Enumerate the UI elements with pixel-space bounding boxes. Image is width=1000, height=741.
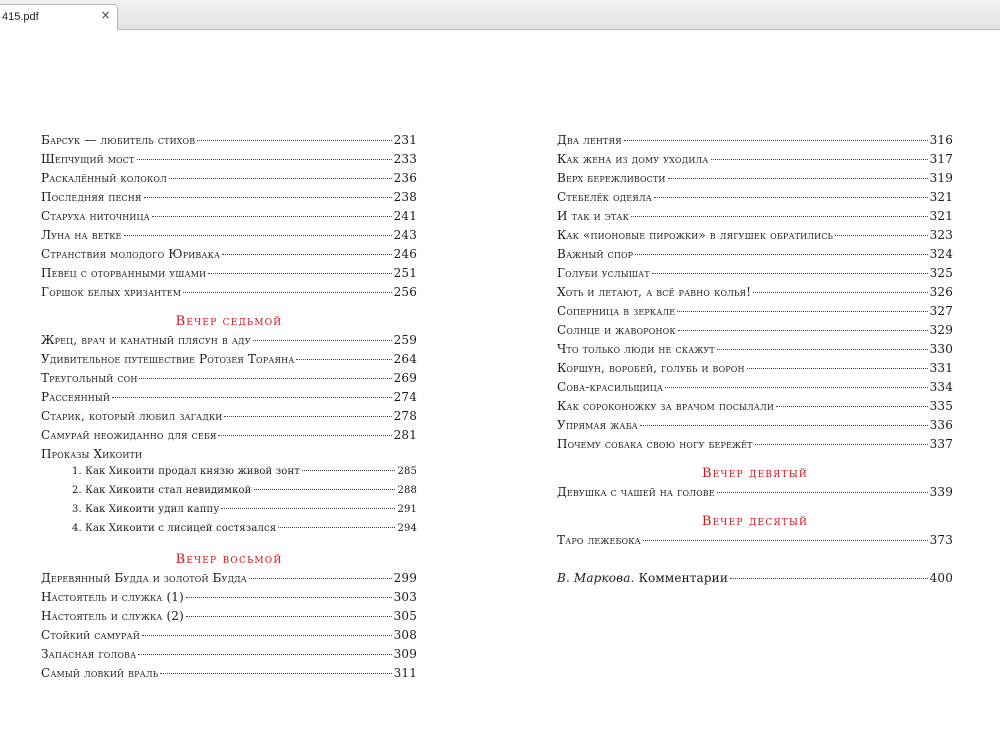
toc-entry-title: Удивительное путешествие Ротозея Тораяна xyxy=(41,352,295,366)
dot-leader xyxy=(665,387,928,388)
toc-entry-title: Как сороконожку за врачом посылали xyxy=(557,399,774,413)
toc-entry-title: Как жена из дому уходила xyxy=(557,152,709,166)
toc-group-title xyxy=(41,447,417,466)
toc-entry[interactable] xyxy=(557,247,953,266)
page-number: 236 xyxy=(393,171,417,185)
right-page-toc xyxy=(557,133,953,590)
dot-leader xyxy=(730,578,928,579)
page-number: 330 xyxy=(929,342,953,356)
page-number: 319 xyxy=(929,171,953,185)
page-number: 285 xyxy=(397,466,417,477)
close-icon[interactable]: × xyxy=(100,8,111,22)
toc-entry-title: Запасная голова xyxy=(41,647,137,661)
page-number: 303 xyxy=(393,590,417,604)
toc-entry-title: Таро лежебока xyxy=(557,533,641,547)
toc-entry[interactable] xyxy=(41,371,417,390)
toc-entry-title: И так и этак xyxy=(557,209,629,223)
dot-leader xyxy=(296,359,391,360)
dot-leader xyxy=(776,406,928,407)
toc-entry[interactable] xyxy=(41,590,417,609)
page-number: 299 xyxy=(393,571,417,585)
spacer xyxy=(557,552,953,571)
toc-entry[interactable] xyxy=(557,380,953,399)
toc-entry[interactable] xyxy=(557,342,953,361)
dot-leader xyxy=(717,492,928,493)
dot-leader xyxy=(186,597,392,598)
dot-leader xyxy=(218,435,391,436)
toc-entry[interactable] xyxy=(557,418,953,437)
toc-entry[interactable] xyxy=(41,666,417,685)
toc-entry-title: Важный спор xyxy=(557,247,634,261)
toc-entry-title: Что только люди не скажут xyxy=(557,342,715,356)
dot-leader xyxy=(208,273,391,274)
dot-leader xyxy=(643,540,928,541)
dot-leader xyxy=(197,140,391,141)
section-heading-evening-7: Вечер седьмой xyxy=(175,314,283,329)
toc-entry[interactable] xyxy=(41,609,417,628)
toc-subentry[interactable] xyxy=(41,466,417,485)
toc-entry[interactable] xyxy=(557,266,953,285)
dot-leader xyxy=(152,216,392,217)
dot-leader xyxy=(186,616,392,617)
dot-leader xyxy=(249,578,392,579)
toc-entry-title: Последняя песня xyxy=(41,190,142,204)
commentary-author: В. Маркова. xyxy=(557,571,635,585)
dot-leader xyxy=(278,527,395,528)
page-number: 331 xyxy=(929,361,953,375)
dot-leader xyxy=(254,489,396,490)
toc-entry[interactable] xyxy=(41,209,417,228)
toc-entry[interactable] xyxy=(41,247,417,266)
page-number: 308 xyxy=(393,628,417,642)
dot-leader xyxy=(711,159,928,160)
toc-entry-title: Два лентяя xyxy=(557,133,622,147)
page-number: 326 xyxy=(929,285,953,299)
page-number: 336 xyxy=(929,418,953,432)
toc-entry[interactable] xyxy=(557,304,953,323)
section-heading-evening-10: Вечер десятый xyxy=(701,514,809,529)
dot-leader xyxy=(169,178,392,179)
toc-entry-title: Барсук — любитель стихов xyxy=(41,133,196,147)
toc-entry[interactable] xyxy=(41,285,417,304)
toc-entry[interactable] xyxy=(41,628,417,647)
toc-entry-commentary[interactable] xyxy=(557,571,953,590)
dot-leader xyxy=(624,140,928,141)
page-number: 337 xyxy=(929,437,953,451)
toc-entry-title: Настоятель и служка (2) xyxy=(41,609,184,623)
dot-leader xyxy=(717,349,928,350)
toc-entry[interactable] xyxy=(557,209,953,228)
toc-entry-title: Девушка с чашей на голове xyxy=(557,485,715,499)
tab-title: 415.pdf xyxy=(2,11,39,23)
toc-entry-title: Странствия молодого Юривака xyxy=(41,247,221,261)
toc-entry-title: Стебелёк одеяла xyxy=(557,190,652,204)
page-number: 291 xyxy=(397,504,417,515)
toc-entry[interactable] xyxy=(557,361,953,380)
toc-sublist xyxy=(41,466,417,542)
toc-entry-title: Жрец, врач и канатный плясун в аду xyxy=(41,333,251,347)
dot-leader xyxy=(112,397,392,398)
toc-entry-title: Соперница в зеркале xyxy=(557,304,676,318)
toc-entry-title: Голуби услышат xyxy=(557,266,650,280)
toc-entry[interactable] xyxy=(557,228,953,247)
dot-leader xyxy=(124,235,392,236)
toc-entry[interactable] xyxy=(41,152,417,171)
toc-entry-title: Коршун, воробей, голубь и ворон xyxy=(557,361,745,375)
toc-entry[interactable] xyxy=(557,190,953,209)
section-heading-evening-9: Вечер девятый xyxy=(702,466,808,481)
page-number: 241 xyxy=(393,209,417,223)
toc-entry-title: Верх бережливости xyxy=(557,171,666,185)
tab-bar xyxy=(0,0,1000,30)
toc-entry-title: Горшок белых хризантем xyxy=(41,285,182,299)
page-number: 373 xyxy=(929,533,953,547)
toc-entry-title: Упрямая жаба xyxy=(557,418,638,432)
toc-entry-title: Как «пионовые пирожки» в лягушек обратились xyxy=(557,228,834,242)
left-page-toc xyxy=(41,133,417,685)
toc-entry[interactable] xyxy=(557,171,953,190)
dot-leader xyxy=(253,340,392,341)
toc-entry[interactable] xyxy=(41,133,417,152)
page-number: 231 xyxy=(393,133,417,147)
toc-entry-title: Деревянный Будда и золотой Будда xyxy=(41,571,247,585)
page-number: 321 xyxy=(929,209,953,223)
page-number: 325 xyxy=(929,266,953,280)
dot-leader xyxy=(224,416,391,417)
dot-leader xyxy=(755,444,928,445)
toc-entry-title: Стойкий самурай xyxy=(41,628,140,642)
toc-entry-title: Хоть и летают, а всё равно колья! xyxy=(557,285,752,299)
toc-entry[interactable] xyxy=(557,485,953,504)
toc-list xyxy=(41,571,417,685)
page-number: 321 xyxy=(929,190,953,204)
page-number: 264 xyxy=(393,352,417,366)
dot-leader xyxy=(183,292,392,293)
page-number: 269 xyxy=(393,371,417,385)
page-number: 316 xyxy=(929,133,953,147)
page-number: 246 xyxy=(393,247,417,261)
page-number: 288 xyxy=(397,485,417,496)
page-number: 238 xyxy=(393,190,417,204)
toc-entry-title: Старик, который любил загадки xyxy=(41,409,223,423)
toc-entry-title: Солнце и жаворонок xyxy=(557,323,676,337)
toc-entry-title: Шепчущий мост xyxy=(41,152,135,166)
dot-leader xyxy=(144,197,392,198)
dot-leader xyxy=(835,235,928,236)
toc-entry-title: 3. Как Хикоити удил каппу xyxy=(72,504,220,515)
toc-entry[interactable] xyxy=(41,190,417,209)
dot-leader xyxy=(677,311,927,312)
toc-subentry[interactable] xyxy=(41,504,417,523)
dot-leader xyxy=(139,378,391,379)
dot-leader xyxy=(635,254,927,255)
toc-entry[interactable] xyxy=(41,266,417,285)
toc-entry[interactable] xyxy=(41,409,417,428)
toc-entry[interactable] xyxy=(557,533,953,552)
page-number: 335 xyxy=(929,399,953,413)
dot-leader xyxy=(160,673,391,674)
toc-list xyxy=(557,533,953,552)
toc-list xyxy=(41,333,417,447)
dot-leader xyxy=(678,330,928,331)
toc-list xyxy=(557,133,953,456)
toc-entry-title: Самурай неожиданно для себя xyxy=(41,428,217,442)
toc-entry-title: Певец с оторванными ушами xyxy=(41,266,207,280)
dot-leader xyxy=(747,368,928,369)
page-number: 294 xyxy=(397,523,417,534)
page-number: 323 xyxy=(929,228,953,242)
page-number: 233 xyxy=(393,152,417,166)
toc-entry-title: Самый ловкий враль xyxy=(41,666,159,680)
page-number: 259 xyxy=(393,333,417,347)
toc-entry[interactable] xyxy=(41,228,417,247)
toc-entry-title: Настоятель и служка (1) xyxy=(41,590,184,604)
toc-entry-title: 1. Как Хикоити продал князю живой зонт xyxy=(72,466,300,477)
dot-leader xyxy=(142,635,392,636)
page-number: 317 xyxy=(929,152,953,166)
section-heading-evening-8: Вечер восьмой xyxy=(175,552,283,567)
page-number: 329 xyxy=(929,323,953,337)
toc-group-title-text: Проказы Хикоити xyxy=(41,447,143,461)
toc-entry[interactable] xyxy=(557,133,953,152)
toc-list xyxy=(41,133,417,304)
dot-leader xyxy=(137,159,392,160)
toc-entry[interactable] xyxy=(41,390,417,409)
toc-entry[interactable] xyxy=(557,285,953,304)
dot-leader xyxy=(652,273,928,274)
toc-entry[interactable] xyxy=(41,428,417,447)
toc-entry-title: Раскалённый колокол xyxy=(41,171,167,185)
dot-leader xyxy=(222,254,391,255)
dot-leader xyxy=(654,197,928,198)
toc-entry[interactable] xyxy=(557,152,953,171)
toc-subentry[interactable] xyxy=(41,485,417,504)
toc-entry[interactable] xyxy=(557,399,953,418)
toc-entry-title: 4. Как Хикоити с лисицей состязался xyxy=(72,523,277,534)
page-number: 243 xyxy=(393,228,417,242)
toc-subentry[interactable] xyxy=(41,523,417,542)
page-number: 251 xyxy=(393,266,417,280)
page-number: 278 xyxy=(393,409,417,423)
pdf-spread xyxy=(0,31,1000,741)
toc-entry[interactable] xyxy=(41,171,417,190)
commentary-title: Комментарии xyxy=(638,571,728,585)
toc-entry[interactable] xyxy=(41,352,417,371)
dot-leader xyxy=(221,508,395,509)
page-number: 327 xyxy=(929,304,953,318)
page-number: 324 xyxy=(929,247,953,261)
toc-entry-title: 2. Как Хикоити стал невидимкой xyxy=(72,485,252,496)
dot-leader xyxy=(631,216,928,217)
toc-entry-title: Почему собака свою ногу бережёт xyxy=(557,437,753,451)
page-number: 281 xyxy=(393,428,417,442)
toc-entry-title: Треугольный сон xyxy=(41,371,138,385)
toc-entry[interactable] xyxy=(41,333,417,352)
toc-entry[interactable] xyxy=(557,323,953,342)
tab-document[interactable] xyxy=(0,4,118,30)
page-number: 311 xyxy=(393,666,417,680)
page-number: 339 xyxy=(929,485,953,499)
page-number: 309 xyxy=(393,647,417,661)
toc-entry-title: Рассеянный xyxy=(41,390,110,404)
toc-entry[interactable] xyxy=(41,571,417,590)
page-number: 400 xyxy=(929,571,953,585)
dot-leader xyxy=(668,178,928,179)
toc-entry[interactable] xyxy=(557,437,953,456)
page-number: 256 xyxy=(393,285,417,299)
page-number: 274 xyxy=(393,390,417,404)
dot-leader xyxy=(640,425,928,426)
dot-leader xyxy=(753,292,928,293)
toc-entry-title: Старуха ниточница xyxy=(41,209,150,223)
toc-entry[interactable] xyxy=(41,647,417,666)
page-number: 334 xyxy=(929,380,953,394)
page-number: 305 xyxy=(393,609,417,623)
dot-leader xyxy=(138,654,391,655)
toc-list xyxy=(557,485,953,504)
dot-leader xyxy=(302,470,395,471)
toc-entry-title: Луна на ветке xyxy=(41,228,122,242)
toc-entry-title: Сова-красильщица xyxy=(557,380,664,394)
